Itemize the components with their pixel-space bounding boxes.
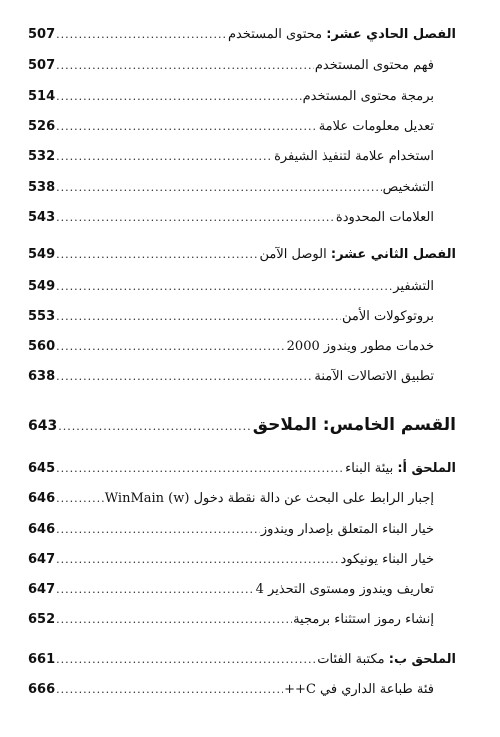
toc-item[interactable]	[28, 551, 434, 569]
dot-leader	[56, 246, 258, 264]
page-number: 666	[28, 682, 56, 697]
appendix-title: بيئة البناء	[345, 461, 394, 476]
page-number: 507	[28, 58, 56, 73]
toc-item[interactable]	[28, 681, 434, 699]
page-number: 646	[28, 491, 56, 506]
page-number: 638	[28, 369, 56, 384]
dot-leader	[56, 118, 318, 136]
toc-entry-title: إنشاء رموز استثناء برمجية	[293, 612, 434, 627]
toc-entry-title	[260, 246, 456, 264]
toc-entry-title: التشفير	[393, 279, 434, 294]
dot-leader	[56, 581, 254, 599]
dot-leader	[56, 460, 344, 478]
toc-entry-title: فئة طباعة الداري في C++	[284, 682, 434, 697]
toc-item[interactable]	[28, 338, 434, 356]
toc-entry-title: تعاريف ويندوز ومستوى التحذير 4	[255, 582, 434, 597]
toc-item[interactable]	[28, 88, 434, 106]
toc-item[interactable]	[28, 368, 434, 386]
dot-leader	[56, 57, 314, 75]
toc-entry-title: خدمات مطور ويندوز 2000	[286, 339, 434, 354]
toc-item[interactable]	[28, 57, 434, 75]
dot-leader	[56, 681, 283, 699]
toc-entry-title	[345, 460, 456, 478]
part-title: القسم الخامس: الملاحق	[252, 415, 456, 435]
dot-leader	[56, 308, 341, 326]
page-number: 652	[28, 612, 56, 627]
dot-leader	[56, 209, 335, 227]
page-number: 661	[28, 652, 56, 667]
toc-chapter-12[interactable]	[28, 246, 456, 264]
dot-leader	[56, 26, 227, 44]
dot-leader	[56, 521, 260, 539]
page-number: 507	[28, 27, 56, 42]
toc-item[interactable]	[28, 308, 434, 326]
dot-leader	[58, 416, 252, 438]
toc-entry-title	[228, 26, 456, 44]
dot-leader	[56, 490, 104, 508]
toc-entry-title: خيار البناء يونيكود	[340, 552, 434, 567]
page-number: 643	[28, 418, 58, 434]
page-number: 514	[28, 89, 56, 104]
toc-item[interactable]	[28, 490, 434, 508]
toc-entry-title: العلامات المحدودة	[335, 210, 434, 225]
dot-leader	[56, 338, 286, 356]
toc-appendix-a[interactable]	[28, 460, 456, 478]
page-number: 560	[28, 339, 56, 354]
toc-item[interactable]	[28, 611, 434, 629]
dot-leader	[56, 651, 316, 669]
page-number: 549	[28, 247, 56, 262]
chapter-label: الفصل الثاني عشر:	[330, 247, 456, 262]
page-number: 645	[28, 461, 56, 476]
dot-leader	[56, 611, 292, 629]
toc-item[interactable]	[28, 521, 434, 539]
page-number: 549	[28, 279, 56, 294]
toc-item[interactable]	[28, 209, 434, 227]
toc-entry-title: إجبار الرابط على البحث عن دالة نقطة دخول WinMain (w)	[104, 491, 434, 506]
chapter-title: الوصل الآمن	[259, 247, 327, 262]
chapter-label: الفصل الحادي عشر:	[326, 27, 456, 42]
toc-entry-title: برمجة محتوى المستخدم	[302, 89, 434, 104]
toc-item[interactable]	[28, 278, 434, 296]
page-number: 647	[28, 552, 56, 567]
dot-leader	[56, 551, 339, 569]
page-number: 532	[28, 149, 56, 164]
toc-entry-title: استخدام علامة لتنفيذ الشيفرة	[274, 149, 434, 164]
page-number: 538	[28, 180, 56, 195]
toc-entry-title	[317, 651, 456, 669]
page-number: 526	[28, 119, 56, 134]
toc-entry-title: بروتوكولات الأمن	[342, 309, 434, 324]
chapter-title: محتوى المستخدم	[227, 27, 323, 42]
dot-leader	[56, 179, 382, 197]
appendix-label: الملحق ب:	[388, 652, 456, 667]
dot-leader	[56, 88, 301, 106]
toc-part-5[interactable]	[28, 414, 456, 438]
dot-leader	[56, 368, 313, 386]
page-number: 543	[28, 210, 56, 225]
toc-entry-title: فهم محتوى المستخدم	[314, 58, 434, 73]
toc-entry-title: التشخيص	[382, 180, 434, 195]
dot-leader	[56, 148, 273, 166]
toc-item[interactable]	[28, 179, 434, 197]
toc-appendix-b[interactable]	[28, 651, 456, 669]
toc-entry-title: تعديل معلومات علامة	[318, 119, 434, 134]
dot-leader	[56, 278, 392, 296]
appendix-title: مكتبة الفئات	[317, 652, 385, 667]
toc-item[interactable]	[28, 148, 434, 166]
page-number: 647	[28, 582, 56, 597]
toc-item[interactable]	[28, 118, 434, 136]
appendix-label: الملحق أ:	[397, 461, 456, 476]
toc-entry-title: خيار البناء المتعلق بإصدار ويندوز	[260, 522, 434, 537]
toc-item[interactable]	[28, 581, 434, 599]
page-number: 646	[28, 522, 56, 537]
page-number: 553	[28, 309, 56, 324]
toc-entry-title: تطبيق الاتصالات الآمنة	[314, 369, 434, 384]
toc-chapter-11[interactable]	[28, 26, 456, 44]
